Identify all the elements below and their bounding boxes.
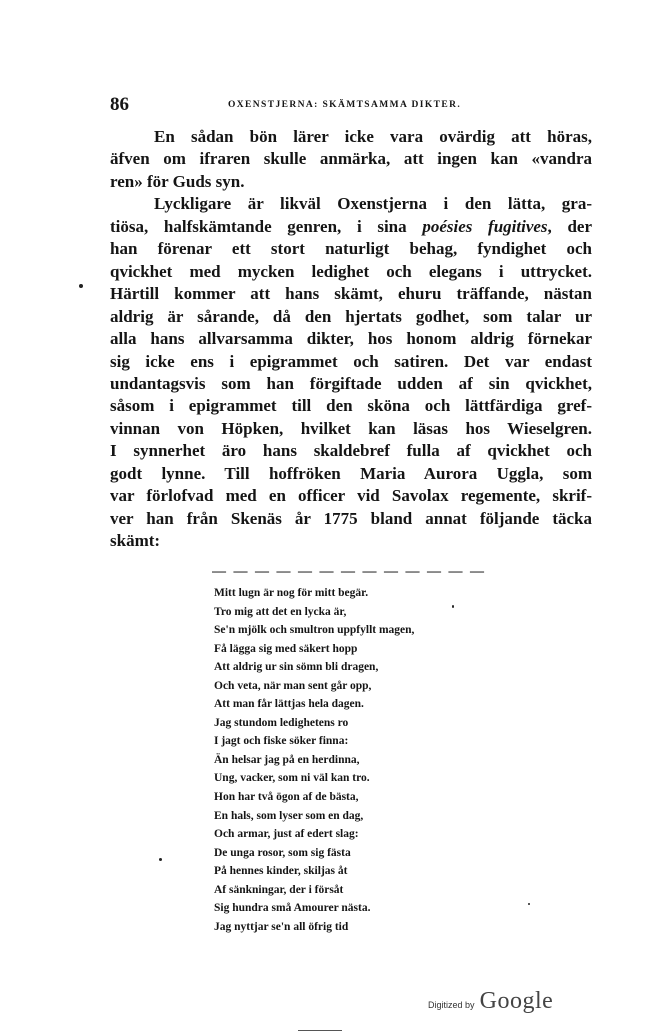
text-line: ver han från Skenäs år 1775 bland annat följande täcka — [110, 508, 592, 528]
text-line: äfven om ifraren skulle anmärka, att ingen kan «vandra — [110, 149, 592, 169]
text-line: var förlofvad med en officer vid Savolax regemente, skrif- — [110, 486, 592, 506]
poem-line: På hennes kinder, skiljas åt — [214, 865, 348, 878]
text-line: I synnerhet äro hans skaldebref fulla af qvickhet och — [110, 441, 592, 461]
scan-speck — [452, 605, 454, 608]
poem-line: Se'n mjölk och smultron uppfyllt magen, — [214, 624, 415, 637]
text-line: godt lynne. Till hoffröken Maria Aurora Uggla, som — [110, 463, 592, 483]
poem-line: I jagt och fiske söker finna: — [214, 735, 349, 748]
running-head: OXENSTJERNA: SKÄMTSAMMA DIKTER. — [228, 100, 462, 110]
poem-line: Än helsar jag på en herdinna, — [214, 753, 360, 766]
poem-line: Jag nyttjar se'n all öfrig tid — [214, 920, 349, 933]
text-line: vinnan von Höpken, hvilket kan läsas hos Wieselgren. — [110, 418, 592, 438]
paragraph-1 — [110, 126, 592, 193]
poem-line: Att man får lättjas hela dagen. — [214, 698, 364, 711]
poem — [214, 584, 514, 936]
text-line: aldrig är sårande, då den hjertats godhet, som talar ur — [110, 306, 592, 326]
text-line: undantagsvis som han förgiftade udden af sin qvickhet, — [110, 373, 592, 393]
text-line: tiösa, halfskämtande genren, i sina poésies fugitives, der — [110, 216, 592, 236]
text-line: skämt: — [110, 531, 161, 551]
footer-rule — [298, 1030, 342, 1031]
italic-phrase: poésies fugitives — [422, 216, 548, 236]
digitized-by-google-watermark — [428, 988, 553, 1018]
google-logo: Google — [479, 988, 554, 1014]
paragraph-2 — [110, 193, 592, 552]
poem-line: Få lägga sig med säkert hopp — [214, 642, 358, 655]
text-line: qvickhet med mycken ledighet och elegans i uttrycket. — [110, 261, 592, 281]
poem-line: Mitt lugn är nog för mitt begär. — [214, 587, 369, 599]
text-line: han förenar ett stort naturligt behag, fyndighet och — [110, 239, 592, 259]
scan-speck — [79, 284, 83, 288]
scan-speck — [528, 903, 530, 905]
text-line: sig icke ens i epigrammet och satiren. Det var endast — [110, 351, 592, 371]
poem-line: En hals, som lyser som en dag, — [214, 809, 364, 822]
page-number: 86 — [110, 94, 129, 115]
poem-line: Ung, vacker, som ni väl kan tro. — [214, 772, 370, 785]
poem-line: Tro mig att det en lycka är, — [214, 605, 347, 618]
poem-line: Hon har två ögon af de bästa, — [214, 791, 359, 804]
poem-line: Sig hundra små Amourer nästa. — [214, 902, 371, 915]
watermark-prefix: Digitized by — [428, 1000, 475, 1010]
poem-line: Jag stundom ledighetens ro — [214, 716, 349, 729]
poem-line: Af sänkningar, der i försåt — [214, 883, 344, 896]
text-line: Härtill kommer att hans skämt, ehuru träffande, nästan — [110, 284, 592, 304]
text-line: Lyckligare är likväl Oxenstjerna i den lätta, gra- — [154, 194, 592, 214]
body-text — [110, 126, 592, 553]
poem-line: Och veta, när man sent går opp, — [214, 679, 372, 692]
text-line: En sådan bön lärer icke vara ovärdig att höras, — [154, 127, 592, 146]
section-separator: — — — — — — — — — — — — — — [212, 564, 486, 579]
text-line: ren» för Guds syn. — [110, 171, 245, 191]
poem-line: Att aldrig ur sin sömn bli dragen, — [214, 661, 379, 674]
text-line: alla hans allvarsamma dikter, hos honom aldrig förnekar — [110, 329, 592, 349]
poem-line: De unga rosor, som sig fästa — [214, 846, 351, 859]
scan-speck — [159, 858, 162, 861]
poem-line: Och armar, just af edert slag: — [214, 828, 359, 841]
page-header — [110, 94, 590, 116]
text-line: såsom i epigrammet till den sköna och lättfärdiga gref- — [110, 396, 592, 416]
